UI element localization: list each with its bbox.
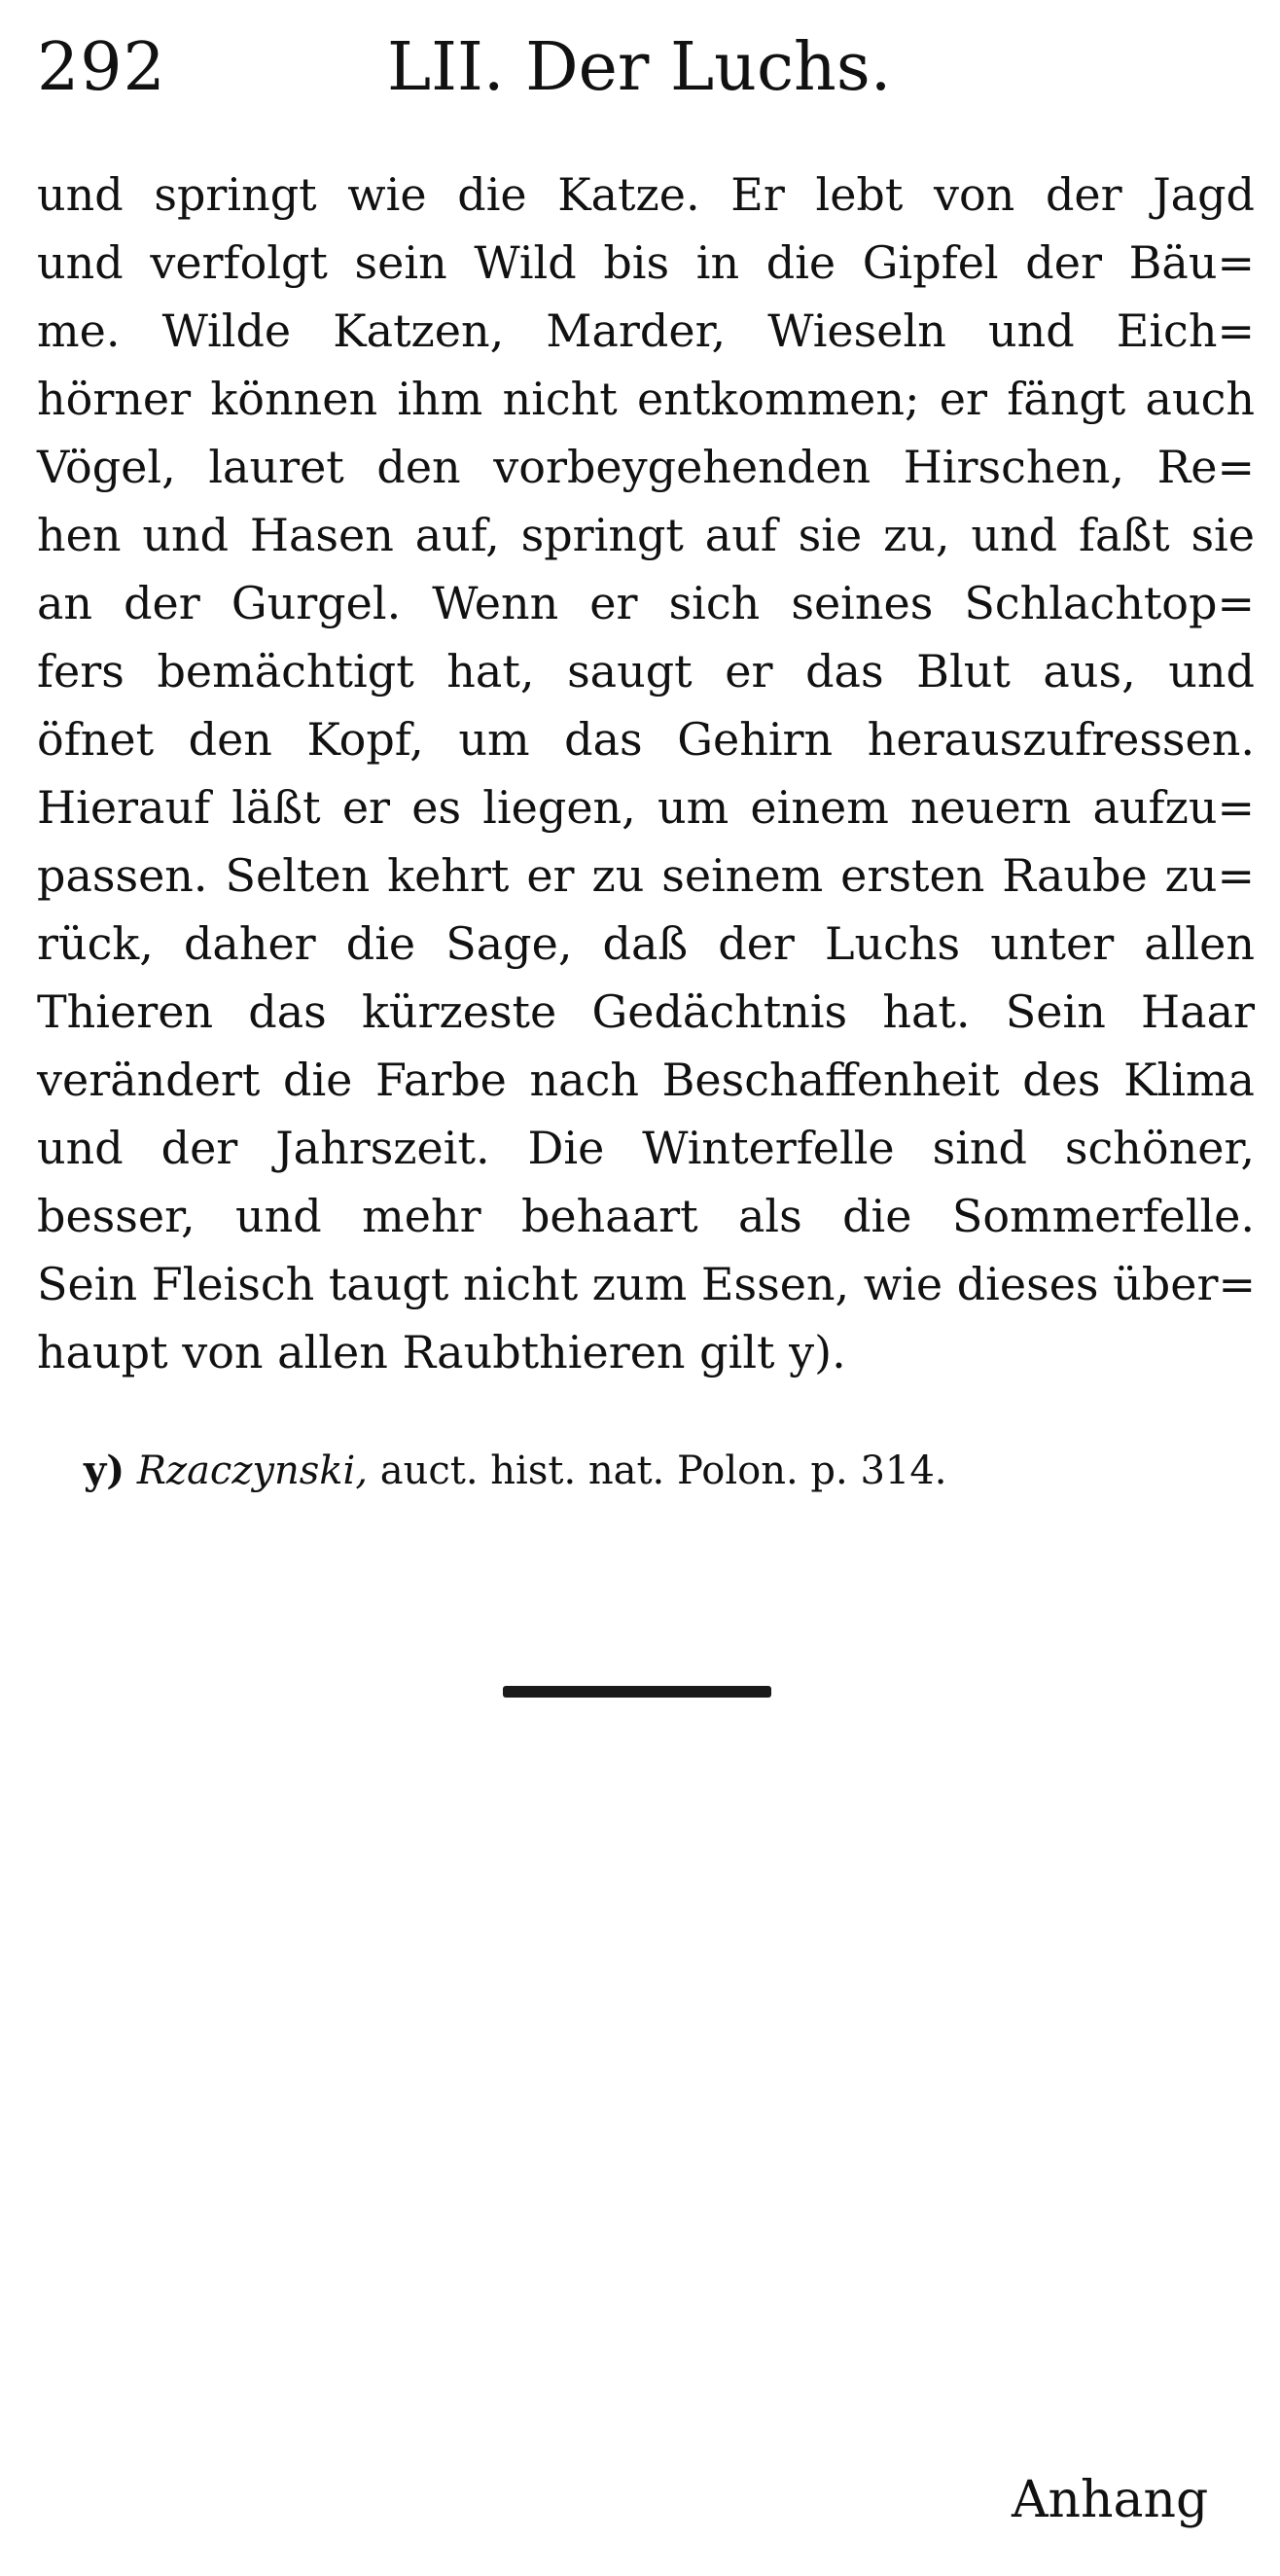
catchword: Anhang (1012, 2471, 1209, 2529)
text-line: rück, daher die Sage, daß der Luchs unter allen (37, 917, 1255, 970)
text-line: besser, und mehr behaart als die Sommerfelle. (37, 1190, 1255, 1242)
text-line: haupt von allen Raubthieren gilt y). (37, 1326, 846, 1378)
text-line: und springt wie die Katze. Er lebt von der Jagd (37, 168, 1255, 221)
page-number: 292 (37, 29, 166, 106)
text-line: me. Wilde Katzen, Marder, Wieseln und Eich= (37, 304, 1255, 357)
footnote (84, 1448, 947, 1493)
text-line: und der Jahrszeit. Die Winterfelle sind schöner, (37, 1122, 1255, 1174)
chapter-title: Der Luchs. (525, 29, 892, 106)
chapter-number: LII. (387, 29, 505, 106)
text-line: verändert die Farbe nach Beschaffenheit des Klima (37, 1054, 1255, 1106)
text-line: an der Gurgel. Wenn er sich seines Schlachtop= (37, 577, 1255, 629)
text-line: öfnet den Kopf, um das Gehirn herauszufressen. (37, 713, 1255, 766)
body-text (37, 161, 1255, 1386)
text-line: und verfolgt sein Wild bis in die Gipfel der Bäu= (37, 236, 1255, 289)
text-line: hen und Hasen auf, springt auf sie zu, und faßt sie (37, 509, 1255, 561)
text-line: passen. Selten kehrt er zu seinem ersten Raube zu= (37, 849, 1255, 902)
running-header (37, 18, 1243, 125)
footnote-text: auct. hist. nat. Polon. p. 314. (379, 1449, 947, 1493)
text-line: Thieren das kürzeste Gedächtnis hat. Sein Haar (37, 985, 1255, 1038)
footnote-marker: y) (84, 1448, 125, 1493)
footnote-author: Rzaczynski, (136, 1449, 369, 1493)
text-line: Vögel, lauret den vorbeygehenden Hirschen, Re= (37, 441, 1255, 493)
chapter-heading (387, 29, 891, 106)
text-line: Hierauf läßt er es liegen, um einem neuern aufzu= (37, 781, 1255, 834)
text-line: hörner können ihm nicht entkommen; er fängt auch (37, 373, 1255, 425)
text-line: Sein Fleisch taugt nicht zum Essen, wie dieses über= (37, 1258, 1256, 1310)
text-line: fers bemächtigt hat, saugt er das Blut aus, und (37, 645, 1255, 698)
section-divider (503, 1686, 771, 1698)
